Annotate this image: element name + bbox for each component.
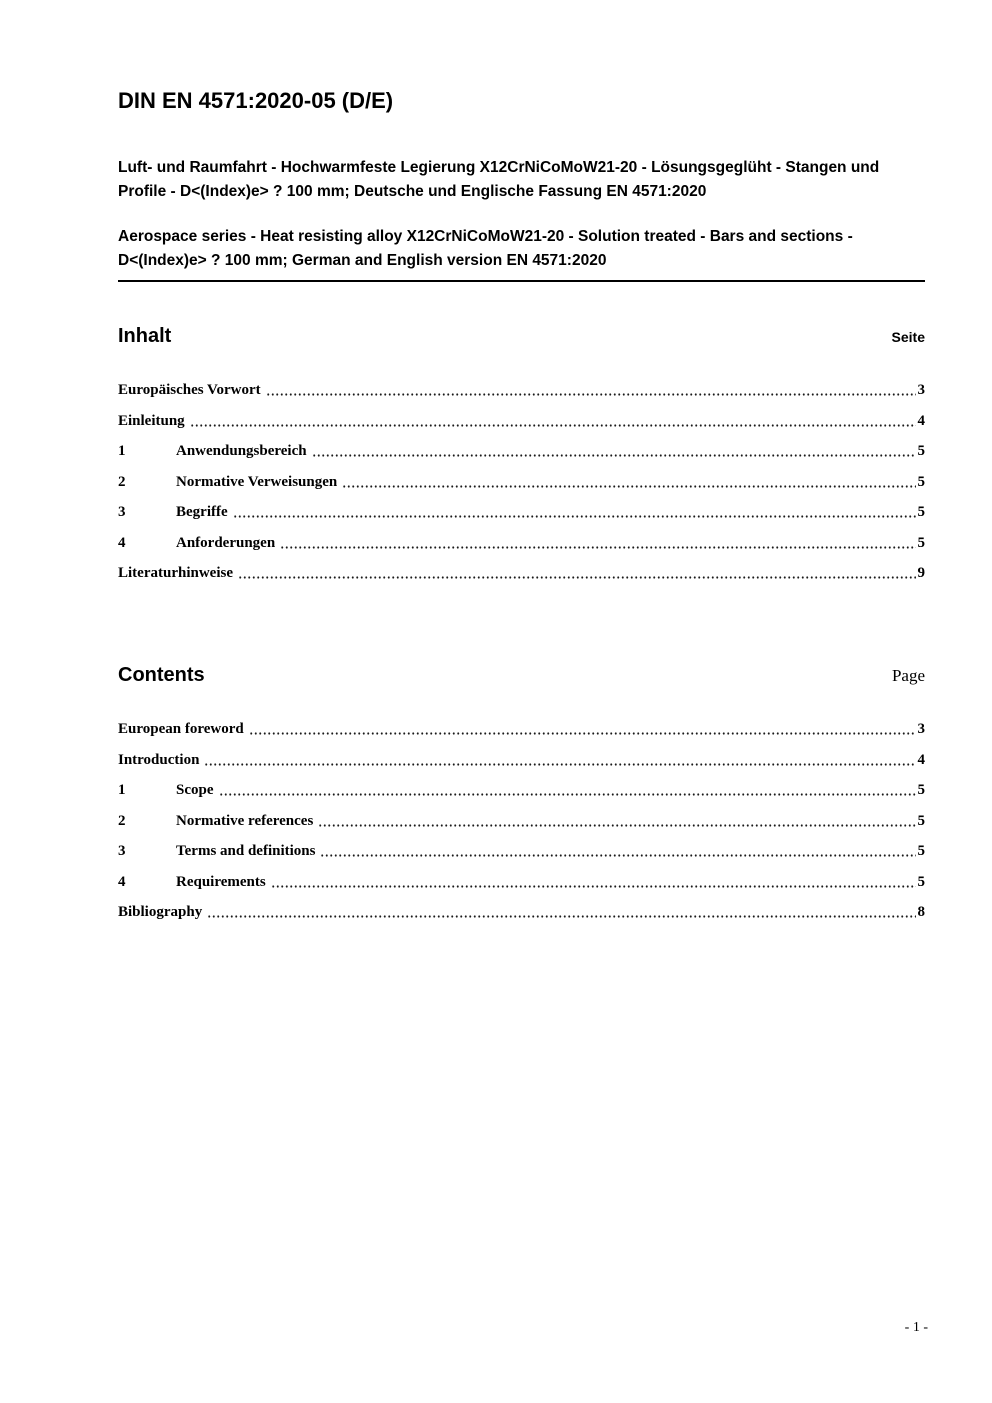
toc-entry-number: 1 — [118, 443, 126, 459]
toc-entry-label: European foreword — [118, 721, 244, 737]
toc-entry — [118, 750, 925, 770]
toc-entry — [118, 719, 925, 739]
toc-entry-label: Terms and definitions — [176, 843, 316, 859]
toc-de-heading: Inhalt — [118, 325, 172, 347]
toc-entry — [118, 841, 925, 861]
toc-entry-page: 5 — [917, 473, 925, 490]
toc-entry-page: 4 — [917, 412, 925, 429]
toc-de-page-label: Seite — [891, 329, 925, 345]
toc-entry-number: 1 — [118, 782, 126, 798]
toc-en-heading: Contents — [118, 664, 205, 686]
toc-german — [118, 380, 925, 583]
page-number-footer: - 1 - — [904, 1320, 928, 1335]
toc-entry-number: 2 — [118, 812, 126, 829]
toc-entry-label: Begriffe — [176, 504, 228, 520]
toc-entry — [118, 411, 925, 431]
toc-entry — [118, 380, 925, 400]
toc-leader-dots — [342, 485, 915, 488]
title-english: Aerospace series - Heat resisting alloy X12CrNiCoMoW21-20 - Solution treated - Bars and sections - D<(Index)e> ? 100 mm; German and English version EN 4571:2020 — [118, 225, 925, 282]
toc-entry-page: 5 — [917, 504, 925, 520]
toc-leader-dots — [318, 824, 915, 827]
toc-leader-dots — [249, 732, 916, 735]
toc-leader-dots — [207, 915, 915, 918]
toc-leader-dots — [233, 515, 916, 518]
toc-entry-label: Anwendungsbereich — [176, 443, 307, 459]
toc-entry-page: 8 — [917, 904, 925, 920]
toc-entry-page: 5 — [917, 443, 925, 459]
toc-entry-number: 4 — [118, 534, 126, 551]
toc-entry-number: 4 — [118, 873, 126, 890]
toc-entry — [118, 780, 925, 800]
toc-entry — [118, 902, 925, 922]
toc-leader-dots — [204, 763, 915, 766]
toc-en-page-label: Page — [891, 666, 925, 685]
toc-entry-label: Requirements — [176, 873, 266, 890]
toc-entry-page: 3 — [917, 721, 925, 737]
toc-leader-dots — [271, 885, 916, 888]
toc-entry-label: Literaturhinweise — [118, 565, 233, 581]
toc-entry-page: 5 — [917, 534, 925, 551]
toc-entry-label: Bibliography — [118, 904, 203, 920]
toc-entry — [118, 563, 925, 583]
toc-entry-page: 9 — [917, 565, 925, 581]
toc-en-heading-row — [118, 663, 925, 687]
toc-entry-page: 5 — [917, 782, 925, 798]
toc-entry-label: Introduction — [118, 751, 200, 768]
toc-entry-label: Normative references — [176, 812, 314, 829]
toc-entry — [118, 872, 925, 892]
toc-leader-dots — [190, 424, 916, 427]
toc-leader-dots — [312, 454, 916, 457]
document-number: DIN EN 4571:2020-05 (D/E) — [118, 88, 394, 113]
toc-entry-label: Normative Verweisungen — [176, 473, 338, 490]
title-german: Luft- und Raumfahrt - Hochwarmfeste Legierung X12CrNiCoMoW21-20 - Lösungsgeglüht - Stangen und Profile - D<(Index)e> ? 100 mm; Deutsche und Englische Fassung EN 4571:2020 — [118, 159, 880, 200]
toc-entry — [118, 533, 925, 553]
toc-entry-label: Scope — [176, 782, 214, 798]
toc-entry-label: Anforderungen — [176, 534, 276, 551]
toc-entry-page: 3 — [917, 382, 925, 398]
toc-leader-dots — [238, 576, 916, 579]
toc-entry-number: 3 — [118, 504, 126, 520]
toc-entry — [118, 811, 925, 831]
toc-entry-page: 5 — [917, 812, 925, 829]
toc-leader-dots — [320, 854, 915, 857]
toc-entry-number: 2 — [118, 473, 126, 490]
toc-entry-page: 4 — [917, 751, 925, 768]
toc-entry — [118, 502, 925, 522]
toc-entry-label: Europäisches Vorwort — [118, 382, 261, 398]
toc-de-heading-row — [118, 324, 925, 348]
toc-leader-dots — [219, 793, 916, 796]
toc-english — [118, 719, 925, 922]
toc-leader-dots — [280, 546, 915, 549]
toc-leader-dots — [266, 393, 916, 396]
toc-entry — [118, 472, 925, 492]
toc-entry-page: 5 — [917, 873, 925, 890]
toc-entry — [118, 441, 925, 461]
toc-entry-page: 5 — [917, 843, 925, 859]
toc-entry-number: 3 — [118, 843, 126, 859]
toc-entry-label: Einleitung — [118, 412, 185, 429]
